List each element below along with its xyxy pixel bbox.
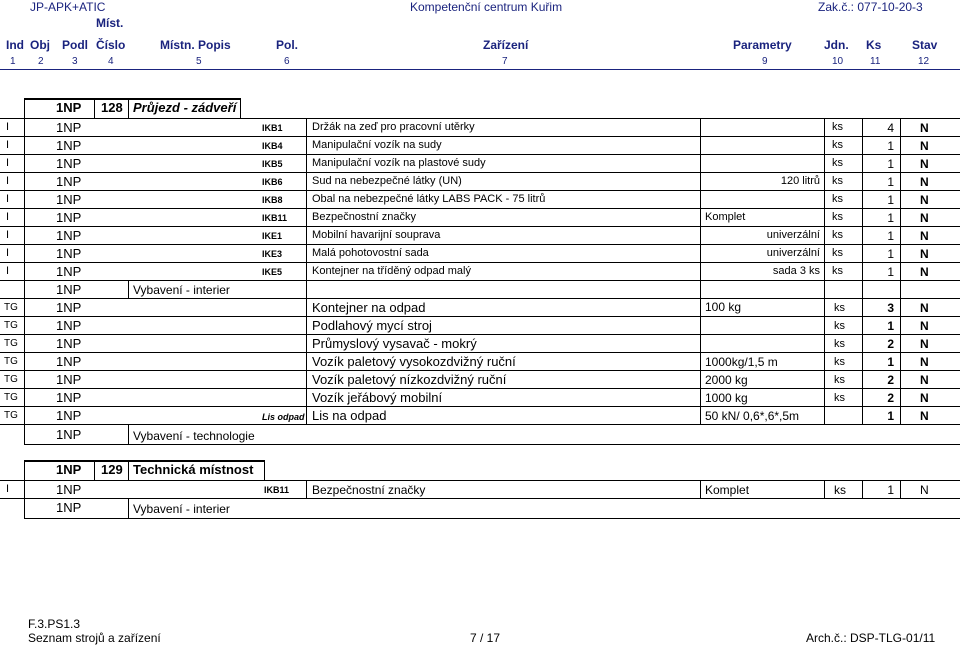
row-unit: ks xyxy=(834,320,845,332)
row-param: 100 kg xyxy=(705,300,742,314)
row-unit: ks xyxy=(832,229,843,241)
row-device: Průmyslový vysavač - mokrý xyxy=(312,336,477,351)
row-qty: 4 xyxy=(887,121,894,135)
row-state: N xyxy=(920,139,929,153)
row-pol: IKB5 xyxy=(262,159,283,169)
row-ind: I xyxy=(6,211,10,223)
row-device: Mobilní havarijní souprava xyxy=(312,229,441,241)
row-floor: 1NP xyxy=(56,336,82,351)
row-floor: 1NP xyxy=(56,300,82,315)
room-number: 128 xyxy=(101,100,123,115)
row-pol: IKB4 xyxy=(262,141,283,151)
section-floor: 1NP xyxy=(56,500,82,515)
row-ind: I xyxy=(6,193,10,205)
row-state: N xyxy=(920,265,929,279)
row-pol: IKE5 xyxy=(262,267,283,277)
row-unit: ks xyxy=(832,193,843,205)
order-number: Zak.č.: 077-10-20-3 xyxy=(818,0,923,14)
row-device: Vozík paletový vysokozdvižný ruční xyxy=(312,354,516,369)
col-number: 6 xyxy=(284,56,290,67)
row-state: N xyxy=(920,211,929,225)
row-unit: ks xyxy=(832,265,843,277)
row-floor: 1NP xyxy=(56,120,82,135)
project-name: Kompetenční centrum Kuřim xyxy=(410,0,563,14)
row-qty: 1 xyxy=(887,247,894,261)
row-floor: 1NP xyxy=(56,318,82,333)
row-ind: TG xyxy=(4,320,18,331)
row-param: 120 litrů xyxy=(780,175,820,187)
row-device: Vozík jeřábový mobilní xyxy=(312,390,443,405)
row-ind: I xyxy=(6,483,10,495)
room-floor: 1NP xyxy=(56,100,82,115)
row-ind: I xyxy=(6,121,10,133)
section-label: Vybavení - interier xyxy=(133,502,230,516)
row-unit: ks xyxy=(832,139,843,151)
row-qty: 1 xyxy=(887,175,894,189)
row-qty: 2 xyxy=(887,391,894,405)
row-state: N xyxy=(920,193,929,207)
row-device: Lis na odpad xyxy=(312,408,387,423)
footer-title: Seznam strojů a zařízení xyxy=(28,631,161,645)
header-rule xyxy=(0,69,960,70)
row-qty: 1 xyxy=(887,157,894,171)
row-qty: 3 xyxy=(887,301,894,315)
row-floor: 1NP xyxy=(56,138,82,153)
row-state: N xyxy=(920,247,929,261)
row-floor: 1NP xyxy=(56,408,82,423)
row-ind: I xyxy=(6,247,10,259)
row-qty: 1 xyxy=(887,319,894,333)
row-pol: IKE3 xyxy=(262,249,283,259)
row-qty: 1 xyxy=(887,211,894,225)
col-obj: Obj xyxy=(30,38,50,52)
footer-code: F.3.PS1.3 xyxy=(28,617,81,631)
section-floor: 1NP xyxy=(56,427,82,442)
col-number: 4 xyxy=(108,56,114,67)
row-state: N xyxy=(920,391,929,405)
row-ind: I xyxy=(6,157,10,169)
room-name: Průjezd - zádveří xyxy=(133,100,237,115)
row-device: Podlahový mycí stroj xyxy=(312,318,432,333)
row-device: Kontejner na odpad xyxy=(312,300,426,315)
page-number: 7 / 17 xyxy=(470,631,501,645)
row-unit: ks xyxy=(834,302,845,314)
row-pol: IKE1 xyxy=(262,231,283,241)
row-qty: 1 xyxy=(887,409,894,423)
col-ind: Ind xyxy=(6,38,24,52)
archive-number: Arch.č.: DSP-TLG-01/11 xyxy=(806,631,936,645)
row-floor: 1NP xyxy=(56,156,82,171)
row-param: Komplet xyxy=(705,211,746,223)
col-mist-top: Míst. xyxy=(96,16,124,30)
row-ind: I xyxy=(6,175,10,187)
col-number: 1 xyxy=(10,56,16,67)
room-floor: 1NP xyxy=(56,462,82,477)
row-floor: 1NP xyxy=(56,210,82,225)
section-label: Vybavení - technologie xyxy=(133,429,255,443)
row-unit: ks xyxy=(834,356,845,368)
row-qty: 2 xyxy=(887,373,894,387)
row-device: Sud na nebezpečné látky (UN) xyxy=(312,175,462,187)
row-device: Držák na zeď pro pracovní utěrky xyxy=(312,121,475,133)
row-pol: IKB11 xyxy=(262,213,288,223)
row-ind: TG xyxy=(4,302,18,313)
row-unit: ks xyxy=(832,211,843,223)
row-pol: IKB1 xyxy=(262,123,283,133)
col-parametry: Parametry xyxy=(733,38,792,52)
col-zarizeni: Zařízení xyxy=(483,38,529,52)
col-number: 12 xyxy=(918,56,930,67)
row-pol: IKB8 xyxy=(262,195,283,205)
col-number: 7 xyxy=(502,56,508,67)
col-ks: Ks xyxy=(866,38,882,52)
row-state: N xyxy=(920,355,929,369)
row-pol: IKB11 xyxy=(264,485,290,495)
row-param: sada 3 ks xyxy=(772,265,820,277)
row-pol: Lis odpad xyxy=(262,412,305,422)
row-param: 2000 kg xyxy=(705,373,748,387)
row-unit: ks xyxy=(834,392,845,404)
col-number: 2 xyxy=(38,56,44,67)
row-ind: TG xyxy=(4,410,18,421)
col-number: 10 xyxy=(832,56,844,67)
row-unit: ks xyxy=(834,338,845,350)
col-number: 9 xyxy=(762,56,768,67)
row-unit: ks xyxy=(832,157,843,169)
row-unit: ks xyxy=(832,121,843,133)
row-ind: TG xyxy=(4,338,18,349)
row-param: univerzální xyxy=(766,247,820,259)
row-qty: 1 xyxy=(887,193,894,207)
row-unit: ks xyxy=(834,374,845,386)
row-floor: 1NP xyxy=(56,354,82,369)
row-floor: 1NP xyxy=(56,372,82,387)
row-param: Komplet xyxy=(705,483,750,497)
row-state: N xyxy=(920,337,929,351)
row-state: N xyxy=(920,229,929,243)
row-pol: IKB6 xyxy=(262,177,283,187)
row-floor: 1NP xyxy=(56,228,82,243)
row-param: 1000kg/1,5 m xyxy=(705,355,778,369)
row-device: Kontejner na tříděný odpad malý xyxy=(312,265,471,277)
row-qty: 1 xyxy=(887,355,894,369)
row-param: univerzální xyxy=(766,229,820,241)
row-floor: 1NP xyxy=(56,174,82,189)
row-state: N xyxy=(920,483,929,497)
row-ind: TG xyxy=(4,356,18,367)
row-device: Manipulační vozík na sudy xyxy=(312,139,442,151)
row-state: N xyxy=(920,319,929,333)
row-state: N xyxy=(920,301,929,315)
room-name: Technická místnost xyxy=(133,462,254,477)
row-device: Manipulační vozík na plastové sudy xyxy=(312,157,486,169)
row-state: N xyxy=(920,175,929,189)
row-unit: ks xyxy=(832,247,843,259)
col-number: 5 xyxy=(196,56,202,67)
row-ind: I xyxy=(6,139,10,151)
col-podl: Podl xyxy=(62,38,88,52)
row-unit: ks xyxy=(834,483,846,497)
col-jdn: Jdn. xyxy=(824,38,849,52)
row-device: Bezpečnostní značky xyxy=(312,483,426,497)
row-qty: 1 xyxy=(887,229,894,243)
row-state: N xyxy=(920,157,929,171)
row-qty: 1 xyxy=(887,265,894,279)
row-state: N xyxy=(920,409,929,423)
section-floor: 1NP xyxy=(56,282,82,297)
row-floor: 1NP xyxy=(56,390,82,405)
col-stav: Stav xyxy=(912,38,938,52)
row-qty: 1 xyxy=(887,483,894,497)
row-ind: TG xyxy=(4,374,18,385)
company-code: JP-APK+ATIC xyxy=(30,0,106,14)
row-device: Obal na nebezpečné látky LABS PACK - 75 litrů xyxy=(312,193,546,205)
col-number: 3 xyxy=(72,56,78,67)
row-param: 1000 kg xyxy=(705,391,748,405)
room-number: 129 xyxy=(101,462,123,477)
col-pol: Pol. xyxy=(276,38,299,52)
row-device: Malá pohotovostní sada xyxy=(312,247,429,259)
row-param: 50 kN/ 0,6*,6*,5m xyxy=(705,409,800,423)
row-floor: 1NP xyxy=(56,482,82,497)
row-unit: ks xyxy=(832,175,843,187)
row-qty: 2 xyxy=(887,337,894,351)
row-ind: TG xyxy=(4,392,18,403)
row-floor: 1NP xyxy=(56,192,82,207)
row-floor: 1NP xyxy=(56,264,82,279)
row-qty: 1 xyxy=(887,139,894,153)
section-label: Vybavení - interier xyxy=(133,283,230,297)
row-state: N xyxy=(920,373,929,387)
col-popis: Místn. Popis xyxy=(160,38,231,52)
row-state: N xyxy=(920,121,929,135)
row-device: Bezpečnostní značky xyxy=(312,211,416,223)
row-device: Vozík paletový nízkozdvižný ruční xyxy=(312,372,507,387)
col-number: 11 xyxy=(870,56,881,67)
row-floor: 1NP xyxy=(56,246,82,261)
col-cislo: Číslo xyxy=(96,38,126,52)
row-ind: I xyxy=(6,229,10,241)
row-ind: I xyxy=(6,265,10,277)
